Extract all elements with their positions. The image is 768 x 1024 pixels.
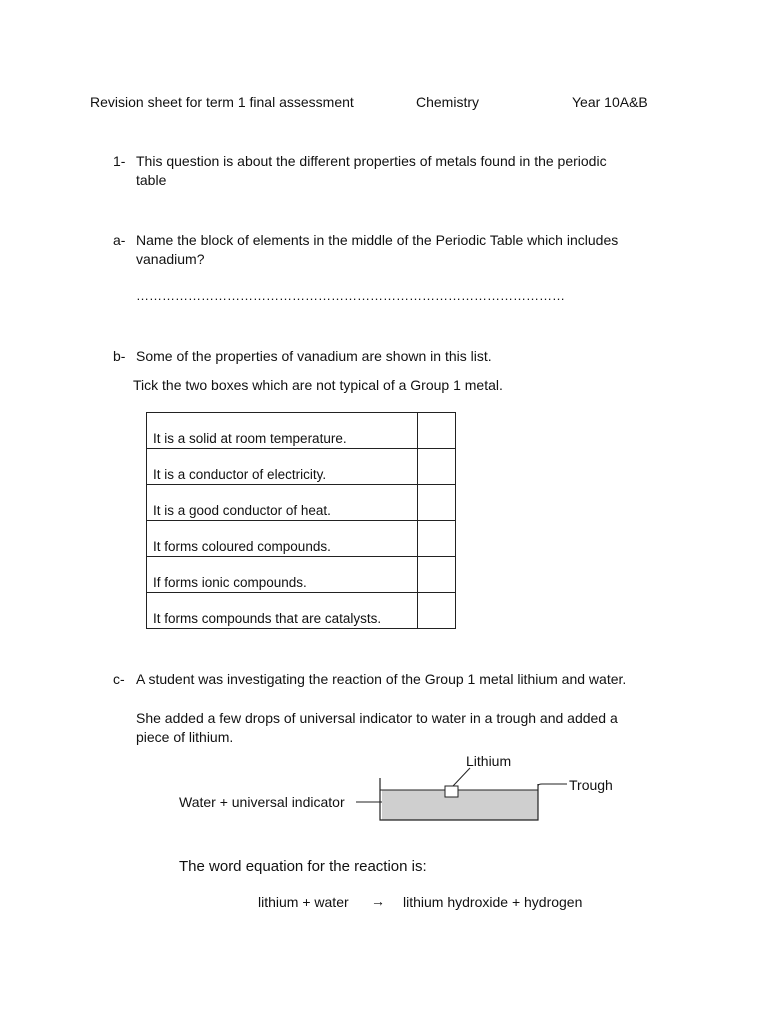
label-lithium: Lithium — [466, 753, 512, 769]
question-1-text-line2: table — [136, 172, 167, 188]
question-1-text-line1: This question is about the different properties of metals found in the periodic — [136, 153, 607, 169]
tick-box[interactable] — [418, 557, 456, 593]
tick-box[interactable] — [418, 449, 456, 485]
table-row — [147, 521, 456, 557]
tick-box[interactable] — [418, 521, 456, 557]
part-a-answer-line[interactable]: ……………………………………………………………………………………… — [136, 288, 565, 303]
equation-arrow-icon: → — [371, 893, 385, 909]
part-c-label: c- — [113, 671, 125, 687]
tick-box[interactable] — [418, 593, 456, 629]
part-a-label: a- — [113, 232, 126, 248]
table-row — [147, 449, 456, 485]
trough-diagram — [170, 750, 630, 830]
equation-left: lithium + water — [258, 894, 349, 910]
question-1-number: 1- — [113, 153, 126, 169]
equation-right: lithium hydroxide + hydrogen — [403, 894, 583, 910]
property-text: It forms compounds that are catalysts. — [147, 593, 418, 629]
property-text: It forms coloured compounds. — [147, 521, 418, 557]
equation-intro: The word equation for the reaction is: — [179, 858, 427, 875]
tick-box[interactable] — [418, 413, 456, 449]
label-trough: Trough — [569, 777, 613, 793]
label-water: Water + universal indicator — [179, 794, 345, 810]
subject-label: Chemistry — [416, 94, 480, 110]
tick-box[interactable] — [418, 485, 456, 521]
table-row — [147, 413, 456, 449]
part-b-instruction: Tick the two boxes which are not typical of a Group 1 metal. — [133, 377, 503, 393]
water-fill — [382, 790, 538, 820]
lithium-piece — [445, 786, 458, 797]
table-row — [147, 593, 456, 629]
part-c-text2-line1: She added a few drops of universal indicator to water in a trough and added a — [136, 710, 618, 726]
table-row — [147, 485, 456, 521]
part-a-text-line2: vanadium? — [136, 251, 205, 267]
lithium-leader — [453, 768, 470, 786]
part-a-text-line1: Name the block of elements in the middle of the Periodic Table which includes — [136, 232, 619, 248]
table-row — [147, 557, 456, 593]
property-text: It is a good conductor of heat. — [147, 485, 418, 521]
trough-leader — [538, 784, 567, 786]
sheet-title: Revision sheet for term 1 final assessment — [90, 94, 354, 110]
part-c-text2-line2: piece of lithium. — [136, 729, 234, 745]
part-c-text: A student was investigating the reaction of the Group 1 metal lithium and water. — [136, 671, 627, 687]
property-text: It is a conductor of electricity. — [147, 449, 418, 485]
property-text: It is a solid at room temperature. — [147, 413, 418, 449]
year-label: Year 10A&B — [572, 94, 648, 110]
properties-table — [146, 412, 456, 629]
part-b-text: Some of the properties of vanadium are shown in this list. — [136, 348, 492, 364]
property-text: If forms ionic compounds. — [147, 557, 418, 593]
part-b-label: b- — [113, 348, 126, 364]
